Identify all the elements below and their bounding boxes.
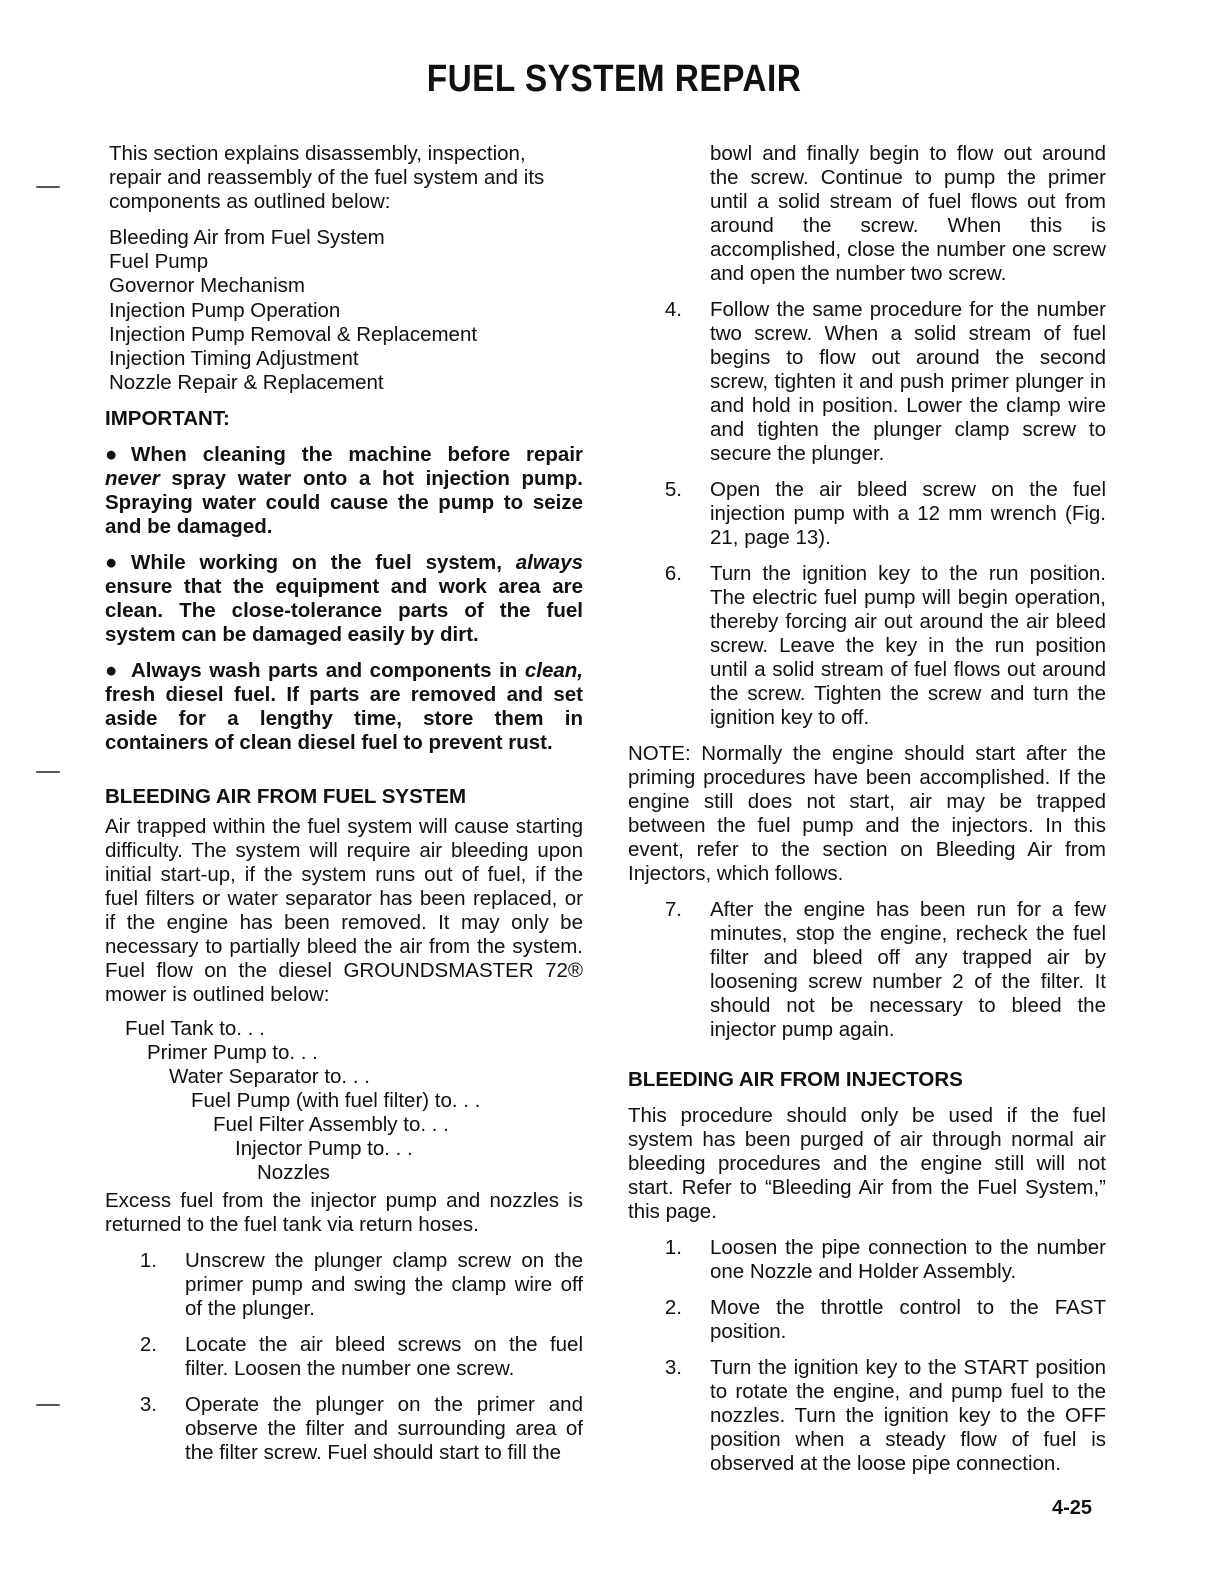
contents-item: Injection Pump Operation [109,298,341,322]
page-number: 4-25 [1052,1497,1093,1519]
step-number: 4. [664,298,682,321]
step-text: Move the throttle control to the FAST position. [710,1296,1106,1343]
fuel-flow-item: Fuel Tank to. . . [125,1017,265,1041]
contents-item: Bleeding Air from Fuel System [109,226,385,249]
step-number: 6. [664,562,682,585]
section-paragraph: Excess fuel from the injector pump and nozzles is returned to the fuel tank via return hoses. [105,1189,583,1237]
steps-list [105,1249,583,1465]
step-item [105,1393,583,1465]
bullet-text: While working on the fuel system, [131,551,516,575]
contents-list [109,226,583,395]
important-bullet-1 [105,443,583,539]
bullet-dot-icon: ● [105,659,118,683]
step-text: Locate the air bleed screws on the fuel filter. Loosen the number one screw. [185,1333,583,1381]
fuel-flow-item: Injector Pump to. . . [235,1137,413,1161]
step-number: 1. [139,1249,157,1273]
fuel-flow-list [105,1017,583,1185]
bullet-text: ensure that the equipment and work area are clean. The close-tolerance parts of the fuel system can be damaged easily by dirt. [105,575,583,647]
important-bullet-2 [105,551,583,647]
step-number: 5. [664,478,682,501]
step-number-spacer [628,142,710,286]
step-number: 7. [664,898,682,921]
step-text: Operate the plunger on the primer and observe the filter and surrounding area of the filter screw. Fuel should start to fill the [185,1393,583,1465]
bullet-dot-icon: ● [105,443,118,467]
step-item [628,478,1106,550]
important-bullet-3 [105,659,583,755]
bullet-dot-icon: ● [105,551,118,575]
contents-item: Injection Pump Removal & Replacement [109,322,478,346]
section-heading-bleeding-air-injectors: BLEEDING AIR FROM INJECTORS [628,1068,963,1091]
step-text: Turn the ignition key to the START position to rotate the engine, and pump fuel to the nozzles. Turn the ignition key to the OFF position when a steady flow of fuel is observed at the loose pipe connection. [710,1356,1106,1475]
step-item [628,1356,1106,1476]
page-title: FUEL SYSTEM REPAIR [426,58,802,100]
margin-mark [36,1404,60,1406]
fuel-flow-item: Water Separator to. . . [169,1065,370,1089]
step-item [105,1333,583,1381]
margin-mark [36,186,60,188]
step-text: Follow the same procedure for the number two screw. When a solid stream of fuel begins to flow out around the second screw, tighten it and push primer plunger in and hold in position. Lower the clamp wire and tighten the plunger clamp screw to secure the plunger. [710,298,1106,465]
bullet-emphasis: never [105,467,160,491]
step-item [628,898,1106,1042]
step-item [628,1296,1106,1344]
bullet-text: When cleaning the machine before repair [131,443,583,467]
contents-item: Injection Timing Adjustment [109,347,359,371]
step-number: 2. [139,1333,157,1357]
step-number: 3. [664,1356,682,1379]
step-number: 1. [664,1236,682,1259]
section-heading-bleeding-air-fuel-system: BLEEDING AIR FROM FUEL SYSTEM [105,785,467,809]
step-item [628,562,1106,730]
bullet-emphasis: always [515,551,583,575]
left-column [105,142,583,1465]
fuel-flow-item: Nozzles [257,1161,330,1185]
contents-item: Nozzle Repair & Replacement [109,371,384,395]
bullet-text: Always wash parts and components in [131,659,525,683]
step-item [628,298,1106,466]
step-text: After the engine has been run for a few minutes, stop the engine, recheck the fuel filter and bleed off any trapped air by loosening screw number 2 of the filter. It should not be necessary to bleed the injector pump again. [710,898,1106,1041]
important-label: IMPORTANT: [105,407,230,431]
fuel-flow-item: Fuel Filter Assembly to. . . [213,1113,449,1137]
steps-list [628,1236,1106,1476]
step-text: Turn the ignition key to the run position. The electric fuel pump will begin operation, thereby forcing air out around the air bleed screw. Leave the key in the run position until a solid stream of fuel flows out around the screw. Tighten the screw and turn the ignition key to off. [710,562,1106,729]
step-item [628,1236,1106,1284]
fuel-flow-item: Fuel Pump (with fuel filter) to. . . [191,1089,481,1113]
right-column [628,142,1106,1476]
margin-mark [36,771,60,773]
step-number: 3. [139,1393,157,1417]
step-text: Loosen the pipe connection to the number one Nozzle and Holder Assembly. [710,1236,1106,1283]
section-paragraph: This procedure should only be used if the fuel system has been purged of air through normal air bleeding procedures and the engine still will not start. Refer to “Bleeding Air from the Fuel System,” this page. [628,1104,1106,1223]
fuel-flow-item: Primer Pump to. . . [147,1041,318,1065]
step-text: Open the air bleed screw on the fuel injection pump with a 12 mm wrench (Fig. 21, page 13). [710,478,1106,549]
bullet-text: spray water onto a hot injection pump. Spraying water could cause the pump to seize and be damaged. [105,467,583,539]
bullet-emphasis: clean, [524,659,583,683]
section-paragraph: Air trapped within the fuel system will cause starting difficulty. The system will require air bleeding upon initial start-up, if the system runs out of fuel, if the fuel filters or water separator has been replaced, or if the engine has been removed. It may only be necessary to partially bleed the air from the system. Fuel flow on the diesel GROUNDSMASTER 72® mower is outlined below: [105,815,583,1007]
note-paragraph: NOTE: Normally the engine should start after the priming procedures have been accomplished. If the engine still does not start, air may be trapped between the fuel pump and the injectors. In this event, refer to the section on Bleeding Air from Injectors, which follows. [628,742,1106,885]
step-continuation [628,142,1106,286]
contents-item: Governor Mechanism [109,274,305,298]
step-text: Unscrew the plunger clamp screw on the primer pump and swing the clamp wire off of the plunger. [185,1249,583,1321]
contents-item: Fuel Pump [109,250,209,274]
bullet-text: fresh diesel fuel. If parts are removed and set aside for a lengthy time, store them in containers of clean diesel fuel to prevent rust. [105,683,583,755]
step-number: 2. [664,1296,682,1319]
intro-paragraph: This section explains disassembly, inspection, repair and reassembly of the fuel system and its components as outlined below: [109,142,545,213]
step-item [105,1249,583,1321]
step-text: bowl and finally begin to flow out around the screw. Continue to pump the primer until a solid stream of fuel flows out from around the screw. When this is accomplished, close the number one screw and open the number two screw. [710,142,1106,285]
